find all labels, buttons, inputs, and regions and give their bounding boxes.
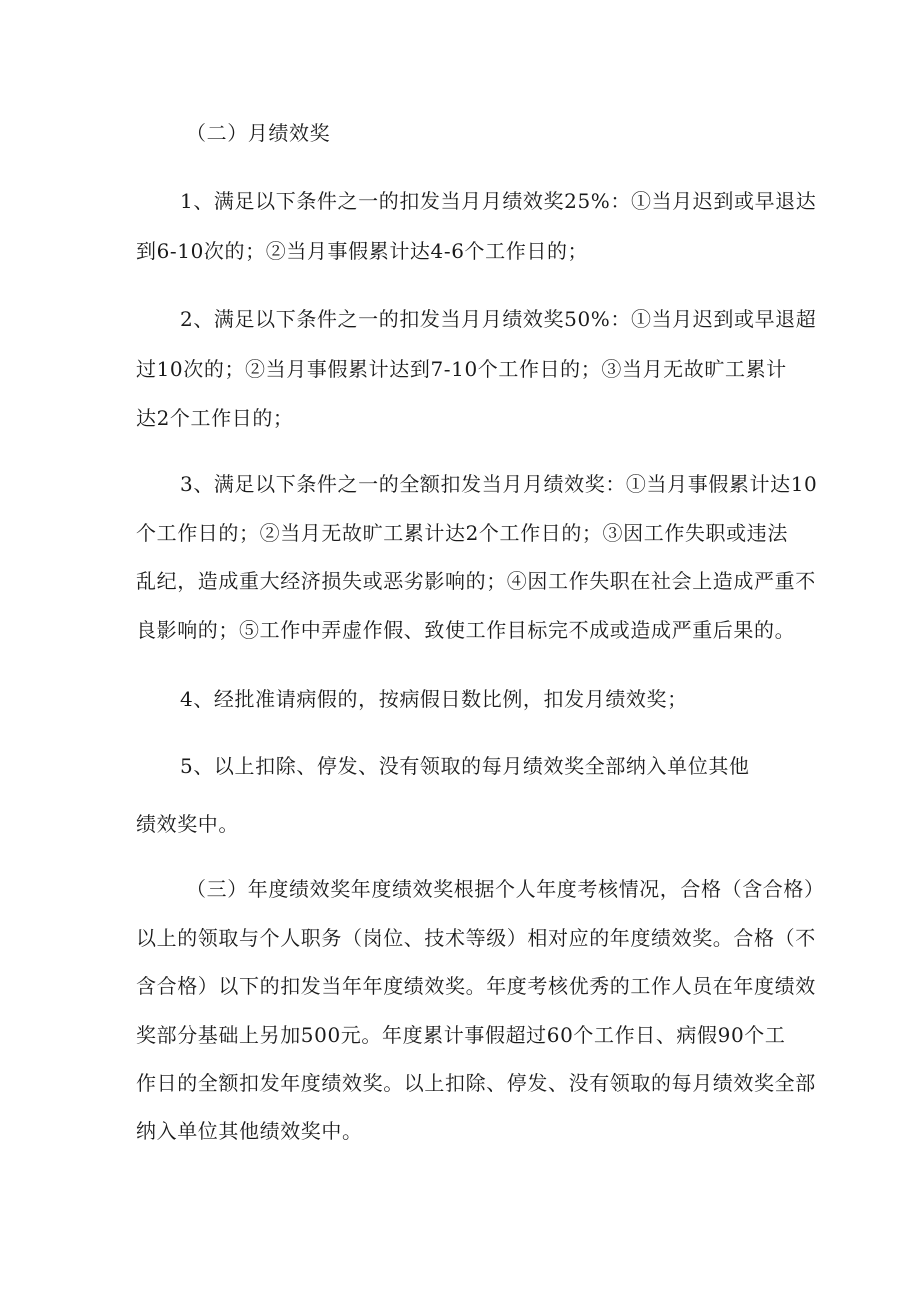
item3-line-3: 乱纪，造成重大经济损失或恶劣影响的；④因工作失职在社会上造成严重不 xyxy=(136,569,816,593)
item3-line-2: 个工作日的；②当月无故旷工累计达2个工作日的；③因工作失职或违法 xyxy=(136,521,788,545)
item2-line-3: 达2个工作日的； xyxy=(136,406,294,430)
section-three-line-4: 奖部分基础上另加500元。年度累计事假超过60个工作日、病假90个工 xyxy=(136,1023,786,1047)
section-three-line-6: 纳入单位其他绩效奖中。 xyxy=(136,1119,363,1143)
item1-line-2: 到6-10次的；②当月事假累计达4-6个工作日的； xyxy=(136,239,589,263)
section-three-line-2: 以上的领取与个人职务（岗位、技术等级）相对应的年度绩效奖。合格（不 xyxy=(136,926,816,950)
item2-line-2: 过10次的；②当月事假累计达到7-10个工作日的；③当月无故旷工累计 xyxy=(136,357,787,381)
section-three-line-5: 作日的全额扣发年度绩效奖。以上扣除、停发、没有领取的每月绩效奖全部 xyxy=(136,1071,816,1095)
item5-line-2: 绩效奖中。 xyxy=(136,812,239,836)
item3-line-4: 良影响的；⑤工作中弄虚作假、致使工作目标完不成或造成严重后果的。 xyxy=(136,618,796,642)
item2-line-1: 2、满足以下条件之一的扣发当月月绩效奖50%：①当月迟到或早退超 xyxy=(180,307,817,331)
item3-line-1: 3、满足以下条件之一的全额扣发当月月绩效奖：①当月事假累计达10 xyxy=(180,472,818,496)
section-three-line-1: （三）年度绩效奖年度绩效奖根据个人年度考核情况，合格（含合格） xyxy=(186,877,825,901)
section-two-heading: （二）月绩效奖 xyxy=(186,121,331,145)
section-three-line-3: 含合格）以下的扣发当年年度绩效奖。年度考核优秀的工作人员在年度绩效 xyxy=(136,974,816,998)
item5-line-1: 5、以上扣除、停发、没有领取的每月绩效奖全部纳入单位其他 xyxy=(180,754,750,778)
item1-line-1: 1、满足以下条件之一的扣发当月月绩效奖25%：①当月迟到或早退达 xyxy=(180,189,817,213)
item4-line-1: 4、经批准请病假的，按病假日数比例，扣发月绩效奖； xyxy=(180,687,688,711)
